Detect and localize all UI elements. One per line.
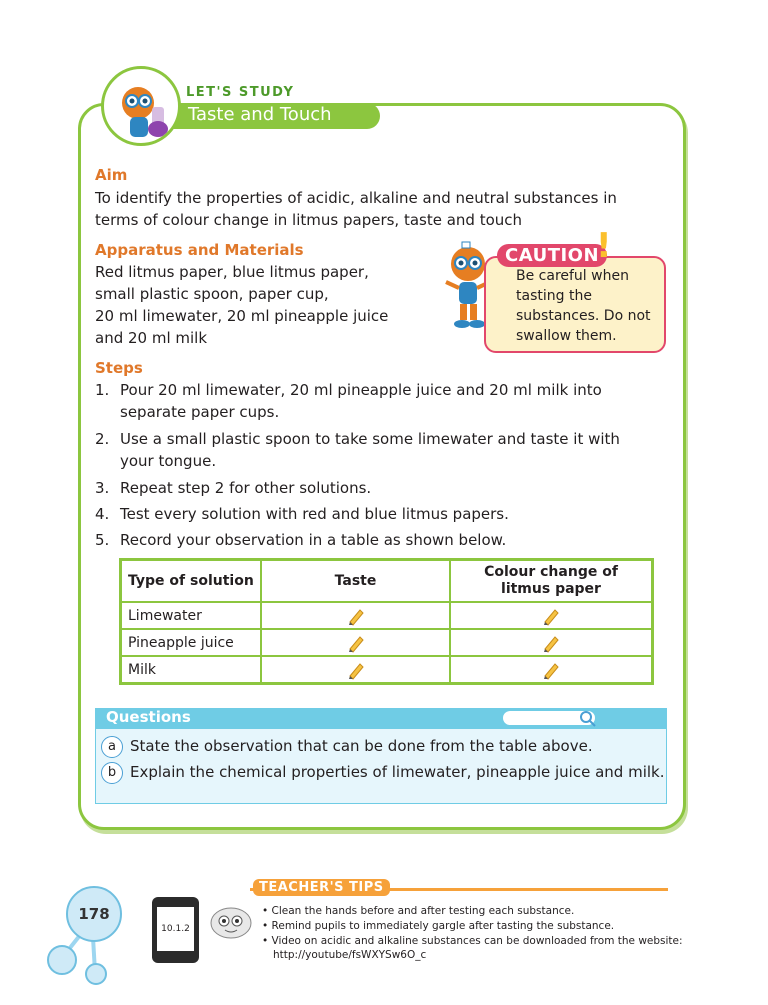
pencil-icon	[346, 660, 366, 680]
apparatus-heading: Apparatus and Materials	[95, 241, 304, 259]
tip-item: • Clean the hands before and after testing each substance.	[262, 904, 683, 919]
solution-name: Limewater	[121, 602, 262, 629]
header-colour-line-1: Colour change of	[484, 564, 618, 580]
taste-cell	[261, 629, 450, 656]
table-row	[121, 602, 653, 629]
lesson-kicker: LET'S STUDY	[186, 85, 295, 100]
table-header-row	[121, 560, 653, 603]
taste-cell	[261, 656, 450, 684]
aim-heading: Aim	[95, 166, 128, 184]
magnifier-icon	[579, 710, 597, 732]
caution-line-4: swallow them.	[516, 328, 617, 344]
step-number: 3.	[95, 479, 110, 497]
apparatus-line-1: Red litmus paper, blue litmus paper,	[95, 263, 369, 281]
step-number: 4.	[95, 505, 110, 523]
colour-cell	[450, 629, 653, 656]
pencil-icon	[541, 606, 561, 626]
header-colour-line-2: litmus paper	[501, 581, 601, 597]
step-line: Test every solution with red and blue litmus papers.	[120, 505, 509, 523]
step-item	[95, 529, 655, 551]
step-number: 5.	[95, 531, 110, 549]
page-number: 178	[66, 886, 122, 942]
pencil-icon	[541, 633, 561, 653]
apparatus-line-4: and 20 ml milk	[95, 329, 208, 347]
observation-table	[119, 558, 654, 685]
step-line: your tongue.	[120, 452, 217, 470]
header-type: Type of solution	[121, 560, 262, 603]
caution-label: CAUTION	[497, 244, 607, 267]
apparatus-line-2: small plastic spoon, paper cup,	[95, 285, 329, 303]
apparatus-line-3: 20 ml limewater, 20 ml pineapple juice	[95, 307, 389, 325]
aim-line-2: terms of colour change in litmus papers, taste and touch	[95, 211, 523, 229]
pencil-icon	[346, 633, 366, 653]
step-item	[95, 477, 655, 499]
table-row	[121, 629, 653, 656]
step-line: Repeat step 2 for other solutions.	[120, 479, 372, 497]
solution-name: Milk	[121, 656, 262, 684]
caution-line-2: tasting the	[516, 288, 592, 304]
pencil-icon	[541, 660, 561, 680]
header-colour-change	[450, 560, 653, 603]
step-item	[95, 379, 655, 423]
question-text: State the observation that can be done from the table above.	[130, 737, 593, 755]
tip-item: • Video on acidic and alkaline substances can be downloaded from the website:	[262, 934, 683, 949]
colour-cell	[450, 656, 653, 684]
tips-list	[262, 904, 683, 949]
step-item	[95, 428, 655, 472]
lesson-title: Taste and Touch	[188, 104, 332, 125]
tablet-code: 10.1.2	[157, 907, 194, 951]
question-letter: b	[101, 762, 123, 784]
exclamation-icon: !	[596, 226, 612, 266]
aim-line-1: To identify the properties of acidic, alkaline and neutral substances in	[95, 189, 617, 207]
step-line: Use a small plastic spoon to take some limewater and taste it with	[120, 430, 620, 448]
step-number: 1.	[95, 381, 110, 399]
pencil-icon	[346, 606, 366, 626]
step-line: separate paper cups.	[120, 403, 280, 421]
taste-cell	[261, 602, 450, 629]
step-item	[95, 503, 655, 525]
solution-name: Pineapple juice	[121, 629, 262, 656]
table-row	[121, 656, 653, 684]
tips-title: TEACHER'S TIPS	[253, 879, 390, 896]
header-taste: Taste	[261, 560, 450, 603]
step-line: Record your observation in a table as shown below.	[120, 531, 507, 549]
step-line: Pour 20 ml limewater, 20 ml pineapple juice and 20 ml milk into	[120, 381, 602, 399]
questions-title: Questions	[106, 708, 191, 726]
steps-heading: Steps	[95, 359, 143, 377]
mascot-robot-icon	[204, 893, 258, 951]
tip-item: • Remind pupils to immediately gargle after tasting the substance.	[262, 919, 683, 934]
question-text: Explain the chemical properties of limewater, pineapple juice and milk.	[130, 763, 665, 781]
robot-mascot-icon	[101, 66, 181, 146]
step-number: 2.	[95, 430, 110, 448]
colour-cell	[450, 602, 653, 629]
caution-line-3: substances. Do not	[516, 308, 651, 324]
caution-line-1: Be careful when	[516, 268, 629, 284]
caution-text	[516, 266, 658, 346]
tip-link[interactable]: http://youtube/fsWXYSw6O_c	[273, 949, 427, 961]
question-letter: a	[101, 736, 123, 758]
